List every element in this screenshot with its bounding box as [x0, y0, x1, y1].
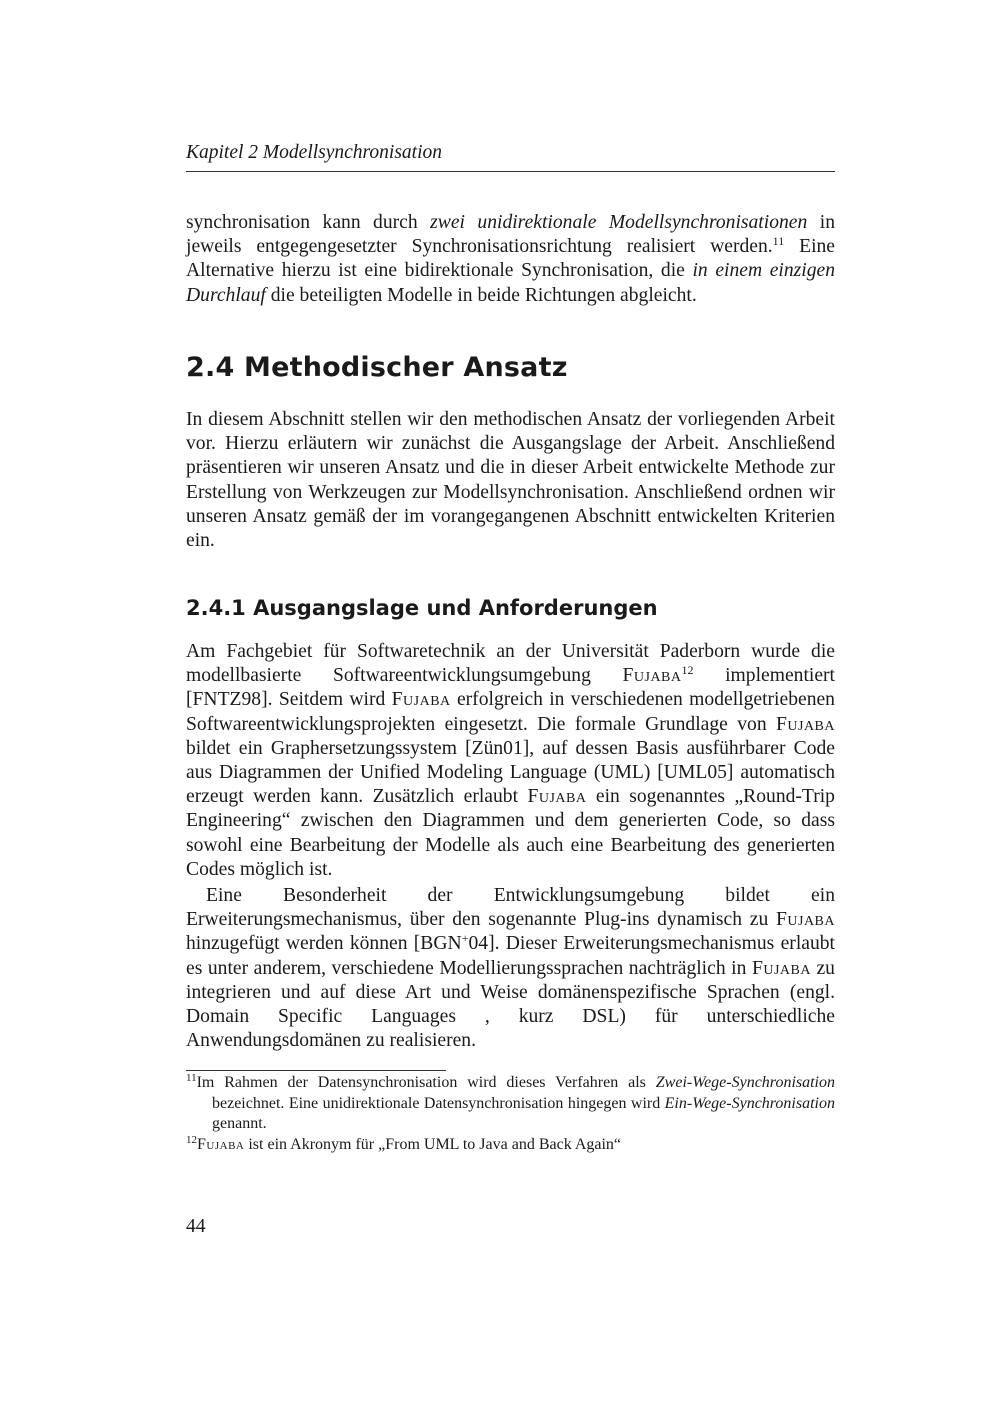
subsection-paragraph-2 [186, 884, 835, 1053]
fujaba-name: Fujaba [751, 957, 811, 979]
text-run: ein sogenanntes „Round-Trip Engineering“ zwischen den Diagrammen und dem generierten Code, so dass sowohl eine Bearbeitung der Modelle als auch eine Bearbeitung des generierten Codes möglich ist. [186, 786, 835, 880]
emphasis: in einem einzigen Durchlauf [186, 260, 835, 306]
fujaba-name: Fujaba [622, 665, 682, 687]
text-run: synchronisation kann durch [186, 212, 431, 233]
footnote-ref-12[interactable]: 12 [681, 663, 694, 678]
text-run: ist ein Akronym für „From UML to Java and Back Again“ [244, 1135, 622, 1153]
emphasis: Ein-Wege-Synchronisation [664, 1094, 835, 1112]
fujaba-name: Fujaba [391, 689, 451, 711]
footnote-number: 12 [186, 1133, 197, 1146]
text-run: erfolgreich in verschiedenen modellgetriebenen Softwareentwicklungsprojekten eingesetzt. Die formale Grundlage von [186, 689, 835, 735]
emphasis: Zwei-Wege-Synchronisation [655, 1074, 835, 1091]
emphasis: zwei unidirektionale Modellsynchronisationen [430, 212, 808, 233]
text-run: hinzugefügt werden können [BGN [186, 933, 462, 955]
text-run: Eine Besonderheit der Entwicklungsumgebung bildet ein Erweiterungsmechanismus, über den sogenannte Plug-ins dynamisch zu [186, 885, 835, 931]
subsection-paragraph-1 [186, 640, 835, 882]
footnote-11 [186, 1073, 835, 1135]
text-run: bildet ein Graphersetzungssystem [Zün01], auf dessen Basis ausführbarer Code aus Diagrammen der Unified Modeling Language (UML) [UML05] automatisch erzeugt werden kann. Zusätzlich erlaubt [186, 737, 835, 808]
superscript-plus: + [461, 931, 469, 946]
text-run: Am Fachgebiet für Softwaretechnik an der Universität Paderborn wurde die modellbasierte Softwareentwicklungsumgebung [186, 641, 835, 687]
fujaba-name: Fujaba [775, 713, 835, 735]
fujaba-name: Fujaba [197, 1135, 245, 1153]
header-rule [186, 171, 835, 172]
fujaba-name: Fujaba [527, 786, 587, 808]
fujaba-name: Fujaba [775, 909, 835, 931]
subsection-heading: 2.4.1 Ausgangslage und Anforderungen [186, 596, 658, 620]
text-run: Eine Alternative hierzu ist eine bidirektionale Synchronisation, die [186, 236, 836, 282]
text-run: Im Rahmen der Datensynchronisation wird dieses Verfahren als [196, 1074, 656, 1091]
text-run: in jeweils entgegengesetzter Synchronisationsrichtung realisiert werden. [186, 212, 835, 258]
footnotes [186, 1073, 835, 1155]
text-run: bezeichnet. Eine unidirektionale Datensynchronisation hingegen wird [212, 1094, 665, 1112]
text-run: 04]. Dieser Erweiterungsmechanismus erlaubt es unter anderem, verschiedene Modellierungssprachen nachträglich in [186, 933, 835, 979]
page-number: 44 [186, 1216, 206, 1237]
footnote-number: 11 [186, 1072, 197, 1084]
text-run: implementiert [FNTZ98]. Seitdem wird [186, 665, 836, 711]
running-head: Kapitel 2 Modellsynchronisation [186, 142, 443, 163]
footnote-rule [186, 1070, 446, 1071]
text-run: zu integrieren und auf diese Art und Weise domänenspezifische Sprachen (engl. Domain Specific Languages , kurz DSL) für unterschiedliche Anwendungsdomänen zu realisieren. [186, 957, 835, 1052]
text-run: die beteiligten Modelle in beide Richtungen abgleicht. [265, 284, 697, 306]
text-run: genannt. [212, 1115, 267, 1132]
footnote-ref-11[interactable]: 11 [772, 234, 785, 249]
section-paragraph: In diesem Abschnitt stellen wir den methodischen Ansatz der vorliegenden Arbeit vor. Hierzu erläutern wir zunächst die Ausgangslage der Arbeit. Anschließend präsentieren wir unseren Ansatz und die in dieser Arbeit entwickelte Methode zur Erstellung von Werkzeugen zur Modellsynchronisation. Anschließend ordnen wir unseren Ansatz gemäß der im vorangegangenen Abschnitt entwickelten Kriterien ein. [186, 409, 835, 552]
footnote-12 [186, 1135, 835, 1156]
paragraph-intro [186, 211, 835, 308]
section-heading: 2.4 Methodischer Ansatz [186, 352, 568, 383]
